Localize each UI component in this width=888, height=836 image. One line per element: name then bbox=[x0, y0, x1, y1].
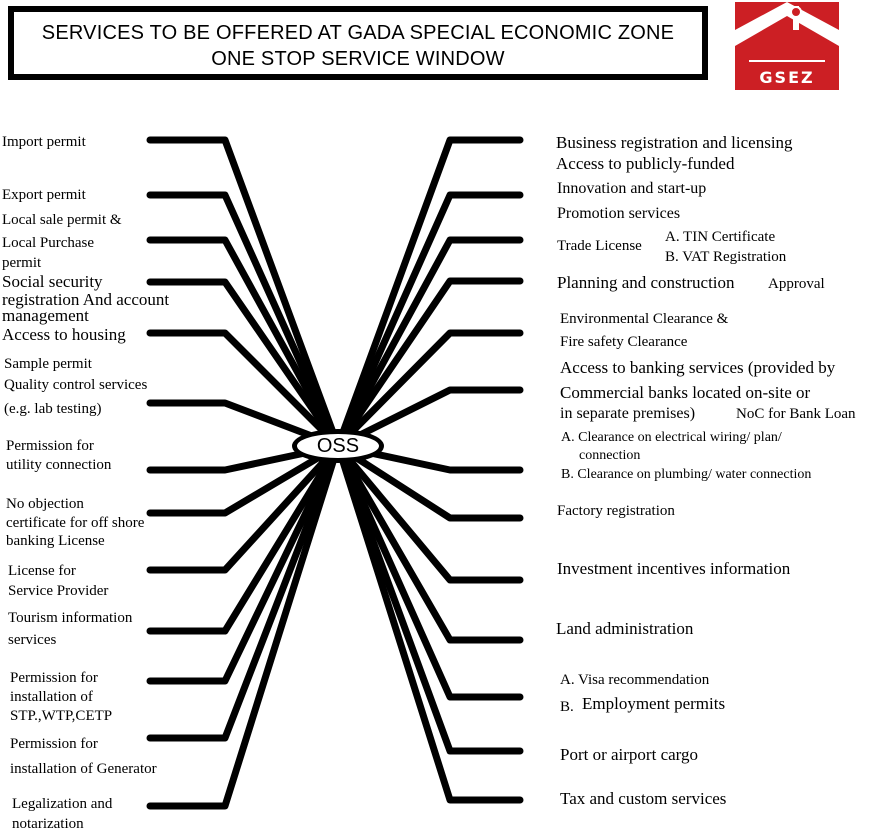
right-label-incentives: Investment incentives information bbox=[557, 559, 791, 578]
left-label-noc-1: No objection bbox=[6, 496, 84, 512]
left-label-noc-3: banking License bbox=[6, 533, 105, 549]
right-label-bank-3: in separate premises) bbox=[560, 405, 696, 422]
left-label-utility-2: utility connection bbox=[6, 457, 112, 473]
left-label-utility-1: Permission for bbox=[6, 438, 94, 454]
right-label-employment: Employment permits bbox=[582, 694, 726, 713]
left-label-stp-1: Permission for bbox=[10, 670, 98, 686]
right-label-business-2: Access to publicly-funded bbox=[556, 154, 735, 173]
right-label-electrical-2: connection bbox=[579, 448, 641, 463]
left-label-provider-1: License for bbox=[8, 563, 76, 579]
right-label-trade: Trade License bbox=[557, 238, 642, 254]
right-label-promotion: Promotion services bbox=[557, 205, 681, 222]
left-label-housing: Access to housing bbox=[2, 325, 126, 344]
left-label-noc-2: certificate for off shore bbox=[6, 515, 145, 531]
right-label-factory: Factory registration bbox=[557, 503, 675, 519]
left-label-social-2: registration And account bbox=[2, 290, 170, 309]
right-label-electrical-1: A. Clearance on electrical wiring/ plan/ bbox=[561, 430, 782, 445]
left-label-legal-1: Legalization and bbox=[12, 796, 113, 812]
right-label-tax: Tax and custom services bbox=[560, 789, 727, 808]
right-label-env-2: Fire safety Clearance bbox=[560, 334, 688, 350]
oss-hub: OSS bbox=[292, 429, 384, 463]
right-label-planning-sub: Approval bbox=[768, 276, 825, 292]
right-label-bank-noc: NoC for Bank Loan bbox=[736, 406, 856, 422]
right-label-trade-a: A. TIN Certificate bbox=[665, 229, 776, 245]
left-label-legal-2: notarization bbox=[12, 816, 84, 832]
left-label-generator-2: installation of Generator bbox=[10, 761, 157, 777]
left-label-local-sale-2: Local Purchase bbox=[2, 235, 95, 251]
right-label-land: Land administration bbox=[556, 619, 694, 638]
right-label-planning: Planning and construction bbox=[557, 273, 735, 292]
title-line-2: ONE STOP SERVICE WINDOW bbox=[211, 48, 505, 70]
title-line-1: SERVICES TO BE OFFERED AT GADA SPECIAL ECONOMIC ZONE bbox=[41, 22, 675, 44]
left-label-stp-3: STP.,WTP,CETP bbox=[10, 708, 113, 724]
left-label-tourism-2: services bbox=[8, 632, 57, 648]
right-label-business-1: Business registration and licensing bbox=[556, 133, 793, 152]
left-label-social-3: management bbox=[2, 306, 89, 325]
right-label-bank-1: Access to banking services (provided by bbox=[560, 358, 836, 377]
left-label-provider-2: Service Provider bbox=[8, 583, 109, 599]
left-label-local-sale-3: permit bbox=[2, 255, 42, 271]
left-label-social-1: Social security bbox=[2, 272, 103, 291]
right-label-employment-prefix: B. bbox=[560, 699, 574, 715]
logo-text: GSEZ bbox=[759, 68, 815, 87]
left-label-export: Export permit bbox=[2, 187, 86, 203]
right-label-innovation: Innovation and start-up bbox=[557, 180, 707, 197]
left-label-sample-1: Sample permit bbox=[4, 356, 92, 372]
right-label-env-1: Environmental Clearance & bbox=[560, 311, 729, 327]
right-label-visa: A. Visa recommendation bbox=[560, 672, 710, 688]
right-label-plumbing: B. Clearance on plumbing/ water connection bbox=[561, 467, 812, 482]
left-label-stp-2: installation of bbox=[10, 689, 93, 705]
left-label-tourism-1: Tourism information bbox=[8, 610, 133, 626]
left-label-import: Import permit bbox=[2, 134, 86, 150]
left-label-sample-3: (e.g. lab testing) bbox=[4, 401, 102, 417]
left-label-sample-2: Quality control services bbox=[4, 377, 148, 393]
right-label-trade-b: B. VAT Registration bbox=[665, 249, 787, 265]
left-label-local-sale-1: Local sale permit & bbox=[2, 212, 122, 228]
right-label-port: Port or airport cargo bbox=[560, 745, 699, 764]
right-label-bank-2: Commercial banks located on-site or bbox=[560, 383, 811, 402]
left-label-generator-1: Permission for bbox=[10, 736, 98, 752]
